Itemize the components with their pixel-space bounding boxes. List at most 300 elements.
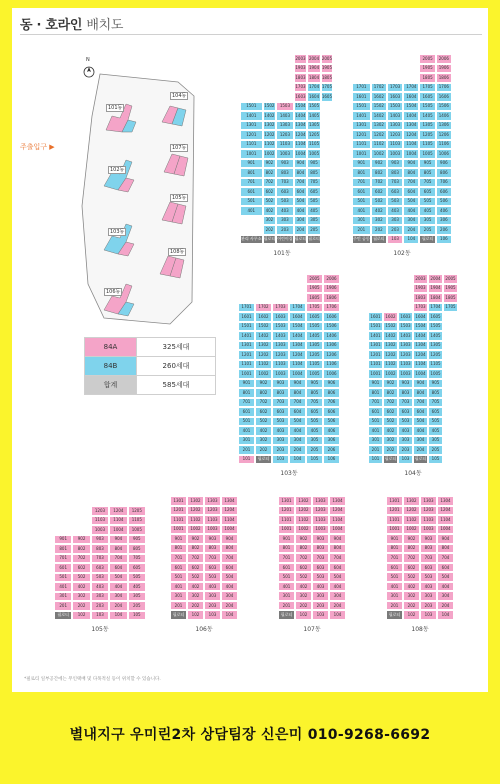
tower-102-unit-grid: [352, 54, 452, 244]
unit-cell: 505: [128, 573, 146, 583]
unit-cell: 2004: [307, 54, 321, 64]
unit-cell: 403: [276, 206, 293, 216]
unit-cell: 1505: [428, 322, 443, 332]
unit-cell: 202: [263, 225, 277, 235]
unit-cell: 402: [263, 206, 277, 216]
unit-cell: 804: [437, 544, 454, 554]
empty-cell: [403, 64, 419, 74]
unit-cell: 102: [295, 610, 312, 620]
legend-value: 260세대: [137, 357, 216, 376]
unit-cell: 905: [128, 535, 146, 545]
unit-cell: 603: [398, 407, 413, 417]
unit-cell: 1306: [323, 341, 340, 351]
unit-cell: 2005: [306, 274, 323, 284]
empty-cell: [383, 284, 398, 294]
unit-cell: 703: [91, 554, 109, 564]
unit-cell: 103: [312, 610, 329, 620]
unit-cell: 601: [238, 407, 255, 417]
empty-cell: [263, 64, 277, 74]
unit-cell: 702: [72, 554, 90, 564]
unit-cell: 703: [272, 398, 289, 408]
unit-cell: 404: [294, 206, 308, 216]
unit-cell: 1602: [371, 92, 387, 102]
unit-cell: 801: [278, 544, 295, 554]
unit-cell: 1102: [187, 515, 204, 525]
unit-cell: 704: [413, 398, 428, 408]
empty-cell: [240, 83, 263, 93]
tower-107-unit-grid: [278, 496, 346, 620]
unit-cell: 1002: [371, 149, 387, 159]
unit-legend: [84, 337, 216, 395]
unit-cell: 604: [294, 187, 308, 197]
unit-cell: 301: [368, 436, 383, 446]
unit-cell: 502: [263, 197, 277, 207]
unit-cell: 404: [403, 206, 419, 216]
unit-cell: 1302: [295, 496, 312, 506]
unit-cell: 505: [307, 197, 321, 207]
unit-cell: 1102: [263, 140, 277, 150]
empty-cell: [276, 92, 293, 102]
unit-cell: 1104: [109, 516, 127, 526]
unit-cell: 705: [419, 178, 435, 188]
unit-cell: 404: [109, 582, 127, 592]
unit-cell: 1305: [419, 121, 435, 131]
legend-key: 84B: [85, 357, 137, 376]
unit-cell: 1506: [323, 322, 340, 332]
unit-cell: 1204: [403, 130, 419, 140]
unit-cell: 501: [238, 417, 255, 427]
unit-cell: 1301: [368, 341, 383, 351]
unit-cell: 1204: [221, 506, 238, 516]
unit-cell: 1004: [289, 369, 306, 379]
unit-cell: 1304: [403, 121, 419, 131]
unit-cell: 1001: [170, 525, 187, 535]
unit-cell: 102: [403, 610, 420, 620]
legend-value: 325세대: [137, 338, 216, 357]
unit-cell: 802: [403, 544, 420, 554]
unit-cell: 505: [419, 197, 435, 207]
empty-cell: [403, 73, 419, 83]
unit-cell: 1706: [436, 83, 452, 93]
unit-cell: 502: [187, 572, 204, 582]
empty-cell: [54, 506, 72, 516]
unit-cell: 1003: [276, 149, 293, 159]
unit-cell: 1002: [383, 369, 398, 379]
unit-cell: 203: [272, 445, 289, 455]
unit-cell: 702: [295, 553, 312, 563]
building-102: [100, 154, 144, 194]
unit-cell: 1501: [238, 322, 255, 332]
unit-cell: 702: [187, 553, 204, 563]
unit-cell: 1303: [312, 496, 329, 506]
unit-cell: 903: [312, 534, 329, 544]
unit-cell: 704: [437, 553, 454, 563]
unit-cell: 206: [323, 445, 340, 455]
tower-101-label: 101동: [273, 250, 291, 257]
tower-105-label: 105동: [91, 626, 109, 633]
unit-cell: 202: [255, 445, 272, 455]
unit-cell: 1606: [436, 92, 452, 102]
unit-cell: 604: [403, 187, 419, 197]
unit-cell: 1603: [272, 312, 289, 322]
empty-cell: [240, 225, 263, 235]
unit-cell: 1604: [289, 312, 306, 322]
unit-cell: 필로티: [255, 455, 272, 465]
unit-cell: 1105: [419, 140, 435, 150]
unit-cell: 1004: [294, 149, 308, 159]
empty-cell: [272, 274, 289, 284]
unit-cell: 803: [420, 544, 437, 554]
unit-cell: 904: [294, 159, 308, 169]
unit-cell: 904: [437, 534, 454, 544]
unit-cell: 901: [238, 379, 255, 389]
unit-cell: 201: [368, 445, 383, 455]
unit-cell: 604: [109, 563, 127, 573]
unit-cell: 606: [323, 407, 340, 417]
unit-cell: 1606: [323, 312, 340, 322]
unit-cell: 1102: [295, 515, 312, 525]
unit-cell: 306: [436, 216, 452, 226]
empty-cell: [240, 64, 263, 74]
unit-cell: 505: [306, 417, 323, 427]
unit-cell: 1205: [128, 506, 146, 516]
unit-cell: 405: [419, 206, 435, 216]
unit-cell: 106: [436, 235, 452, 245]
unit-cell: 203: [204, 601, 221, 611]
unit-cell: 1603: [398, 312, 413, 322]
empty-cell: [321, 111, 333, 121]
tower-108-unit-grid: [386, 496, 454, 620]
unit-cell: 1804: [307, 73, 321, 83]
unit-cell: 602: [255, 407, 272, 417]
unit-cell: 1101: [368, 360, 383, 370]
unit-cell: 104: [109, 611, 127, 621]
unit-cell: 605: [307, 187, 321, 197]
unit-cell: 504: [109, 573, 127, 583]
empty-cell: [403, 54, 419, 64]
unit-cell: 1504: [294, 102, 308, 112]
unit-cell: 1104: [221, 515, 238, 525]
unit-cell: 403: [420, 582, 437, 592]
unit-cell: 필로티: [419, 235, 435, 245]
unit-cell: 203: [420, 601, 437, 611]
unit-cell: 1504: [289, 322, 306, 332]
unit-cell: 1204: [413, 350, 428, 360]
unit-cell: 1601: [238, 312, 255, 322]
unit-cell: 401: [352, 206, 371, 216]
unit-cell: 1104: [289, 360, 306, 370]
unit-cell: 1003: [398, 369, 413, 379]
unit-cell: 803: [276, 168, 293, 178]
unit-cell: 804: [109, 544, 127, 554]
empty-cell: [321, 206, 333, 216]
unit-cell: 1001: [240, 149, 263, 159]
unit-cell: 302: [383, 436, 398, 446]
unit-cell: 804: [329, 544, 346, 554]
unit-cell: 903: [398, 379, 413, 389]
unit-cell: 402: [295, 582, 312, 592]
unit-cell: 1301: [170, 496, 187, 506]
unit-cell: 503: [420, 572, 437, 582]
legend-row: [85, 376, 216, 395]
empty-cell: [321, 130, 333, 140]
unit-cell: 404: [413, 426, 428, 436]
unit-cell: 702: [255, 398, 272, 408]
unit-cell: 1002: [187, 525, 204, 535]
unit-cell: 2005: [443, 274, 458, 284]
unit-cell: 1305: [428, 341, 443, 351]
unit-cell: 2005: [321, 54, 333, 64]
unit-cell: 2006: [436, 54, 452, 64]
empty-cell: [272, 284, 289, 294]
empty-cell: [443, 312, 458, 322]
unit-cell: 1103: [398, 360, 413, 370]
unit-cell: 1104: [329, 515, 346, 525]
footnote: *필로티 일부공간에는 무인택배 및 다목적실 등이 위치할 수 있습니다.: [24, 677, 161, 682]
unit-cell: 504: [329, 572, 346, 582]
empty-cell: [263, 83, 277, 93]
unit-cell: 1601: [352, 92, 371, 102]
unit-cell: 204: [413, 445, 428, 455]
unit-cell: 103: [91, 611, 109, 621]
unit-cell: 804: [289, 388, 306, 398]
unit-cell: 101: [368, 455, 383, 465]
unit-cell: 601: [352, 187, 371, 197]
unit-cell: 402: [371, 206, 387, 216]
unit-cell: 1003: [91, 525, 109, 535]
empty-cell: [443, 417, 458, 427]
unit-cell: 1004: [403, 149, 419, 159]
empty-cell: [289, 274, 306, 284]
unit-cell: 1303: [420, 496, 437, 506]
empty-cell: [443, 331, 458, 341]
unit-cell: 1102: [403, 515, 420, 525]
unit-cell: 1401: [368, 331, 383, 341]
unit-cell: 1505: [307, 102, 321, 112]
empty-cell: [398, 284, 413, 294]
unit-cell: 1504: [403, 102, 419, 112]
unit-cell: 1102: [371, 140, 387, 150]
unit-cell: 805: [307, 168, 321, 178]
unit-cell: 필로티: [383, 455, 398, 465]
unit-cell: 필로티: [307, 235, 321, 245]
unit-cell: 1301: [240, 121, 263, 131]
unit-cell: 1302: [187, 496, 204, 506]
unit-cell: 805: [128, 544, 146, 554]
tower-106-unit-grid: [170, 496, 238, 620]
contact-banner: 별내지구 우미린2차 상담팀장 신은미 010-9268-6692: [69, 727, 431, 743]
building-label: 103동: [110, 229, 125, 235]
empty-cell: [263, 73, 277, 83]
unit-cell: 1301: [238, 341, 255, 351]
unit-cell: 705: [128, 554, 146, 564]
empty-cell: [443, 398, 458, 408]
unit-cell: 1306: [436, 121, 452, 131]
unit-cell: 201: [170, 601, 187, 611]
unit-cell: 401: [238, 426, 255, 436]
unit-cell: 401: [278, 582, 295, 592]
unit-cell: 1402: [263, 111, 277, 121]
empty-cell: [240, 54, 263, 64]
unit-cell: 1005: [307, 149, 321, 159]
unit-cell: 303: [420, 591, 437, 601]
unit-cell: 401: [170, 582, 187, 592]
unit-cell: 303: [204, 591, 221, 601]
unit-cell: 302: [263, 216, 277, 226]
unit-cell: 803: [91, 544, 109, 554]
unit-cell: 405: [128, 582, 146, 592]
unit-cell: 602: [371, 187, 387, 197]
unit-cell: 204: [289, 445, 306, 455]
unit-cell: 403: [312, 582, 329, 592]
unit-cell: 1103: [272, 360, 289, 370]
unit-cell: 1301: [386, 496, 403, 506]
empty-cell: [321, 159, 333, 169]
unit-cell: 1104: [294, 140, 308, 150]
unit-cell: 1405: [306, 331, 323, 341]
empty-cell: [443, 360, 458, 370]
unit-cell: 103: [272, 455, 289, 465]
unit-cell: 1503: [272, 322, 289, 332]
unit-cell: 105: [306, 455, 323, 465]
empty-cell: [443, 322, 458, 332]
unit-cell: 402: [255, 426, 272, 436]
unit-cell: 1103: [420, 515, 437, 525]
unit-cell: 1305: [307, 121, 321, 131]
unit-cell: 805: [306, 388, 323, 398]
unit-cell: 1201: [352, 130, 371, 140]
unit-cell: 1604: [403, 92, 419, 102]
unit-cell: 202: [371, 225, 387, 235]
unit-cell: 1005: [128, 525, 146, 535]
unit-cell: 1703: [272, 303, 289, 313]
unit-cell: 701: [278, 553, 295, 563]
empty-cell: [238, 293, 255, 303]
unit-cell: 806: [323, 388, 340, 398]
unit-cell: 2006: [323, 274, 340, 284]
unit-cell: 1202: [403, 506, 420, 516]
unit-cell: 801: [238, 388, 255, 398]
empty-cell: [276, 54, 293, 64]
unit-cell: 필로티: [278, 610, 295, 620]
unit-cell: 504: [294, 197, 308, 207]
unit-cell: 1201: [240, 130, 263, 140]
unit-cell: 1003: [387, 149, 403, 159]
unit-cell: 1302: [371, 121, 387, 131]
unit-cell: 1206: [323, 350, 340, 360]
unit-cell: 702: [263, 178, 277, 188]
unit-cell: 903: [204, 534, 221, 544]
unit-cell: 902: [255, 379, 272, 389]
unit-cell: 504: [221, 572, 238, 582]
unit-cell: 1502: [263, 102, 277, 112]
page-title: [20, 14, 123, 33]
unit-cell: 1705: [306, 303, 323, 313]
unit-cell: 201: [278, 601, 295, 611]
unit-cell: 1301: [278, 496, 295, 506]
unit-cell: 1201: [386, 506, 403, 516]
building-108: [154, 242, 198, 282]
unit-cell: 1502: [371, 102, 387, 112]
empty-cell: [238, 274, 255, 284]
unit-cell: 1602: [255, 312, 272, 322]
unit-cell: 404: [289, 426, 306, 436]
unit-cell: 204: [294, 225, 308, 235]
unit-cell: 1405: [307, 111, 321, 121]
unit-cell: 402: [187, 582, 204, 592]
unit-cell: 501: [170, 572, 187, 582]
unit-cell: 1202: [371, 130, 387, 140]
empty-cell: [255, 293, 272, 303]
unit-cell: 1502: [255, 322, 272, 332]
unit-cell: 1203: [204, 506, 221, 516]
unit-cell: 1006: [436, 149, 452, 159]
unit-cell: 603: [204, 563, 221, 573]
unit-cell: 1605: [428, 312, 443, 322]
unit-cell: 206: [436, 225, 452, 235]
empty-cell: [276, 73, 293, 83]
unit-cell: 1903: [413, 284, 428, 294]
unit-cell: 604: [437, 563, 454, 573]
unit-cell: 606: [436, 187, 452, 197]
unit-cell: 2003: [294, 54, 308, 64]
unit-cell: 1202: [383, 350, 398, 360]
unit-cell: 404: [221, 582, 238, 592]
unit-cell: 105: [428, 455, 443, 465]
unit-cell: 405: [428, 426, 443, 436]
unit-cell: 405: [307, 206, 321, 216]
title-main: 동 · 호라인: [20, 18, 83, 33]
unit-cell: 1605: [419, 92, 435, 102]
empty-cell: [443, 350, 458, 360]
unit-cell: 705: [428, 398, 443, 408]
unit-cell: 104: [437, 610, 454, 620]
unit-cell: 1601: [368, 312, 383, 322]
unit-cell: 1403: [276, 111, 293, 121]
unit-cell: 302: [187, 591, 204, 601]
unit-cell: 704: [403, 178, 419, 188]
unit-cell: 1105: [428, 360, 443, 370]
site-map: [20, 56, 218, 328]
unit-cell: 803: [272, 388, 289, 398]
empty-cell: [352, 73, 371, 83]
empty-cell: [443, 445, 458, 455]
unit-cell: 1005: [419, 149, 435, 159]
empty-cell: [383, 293, 398, 303]
unit-cell: 1004: [437, 525, 454, 535]
unit-cell: 802: [371, 168, 387, 178]
unit-cell: 804: [413, 388, 428, 398]
unit-cell: 1505: [419, 102, 435, 112]
unit-cell: 103: [387, 235, 403, 245]
unit-cell: 704: [329, 553, 346, 563]
unit-cell: 1304: [289, 341, 306, 351]
unit-cell: 1404: [294, 111, 308, 121]
unit-cell: 401: [386, 582, 403, 592]
unit-cell: 205: [428, 445, 443, 455]
unit-cell: 301: [352, 216, 371, 226]
unit-cell: 1101: [278, 515, 295, 525]
unit-cell: 1403: [272, 331, 289, 341]
unit-cell: 1001: [368, 369, 383, 379]
unit-cell: 701: [238, 398, 255, 408]
unit-cell: 106: [323, 455, 340, 465]
unit-cell: 502: [255, 417, 272, 427]
unit-cell: 1204: [437, 506, 454, 516]
unit-cell: 103: [420, 610, 437, 620]
unit-cell: 1602: [383, 312, 398, 322]
unit-cell: 701: [386, 553, 403, 563]
